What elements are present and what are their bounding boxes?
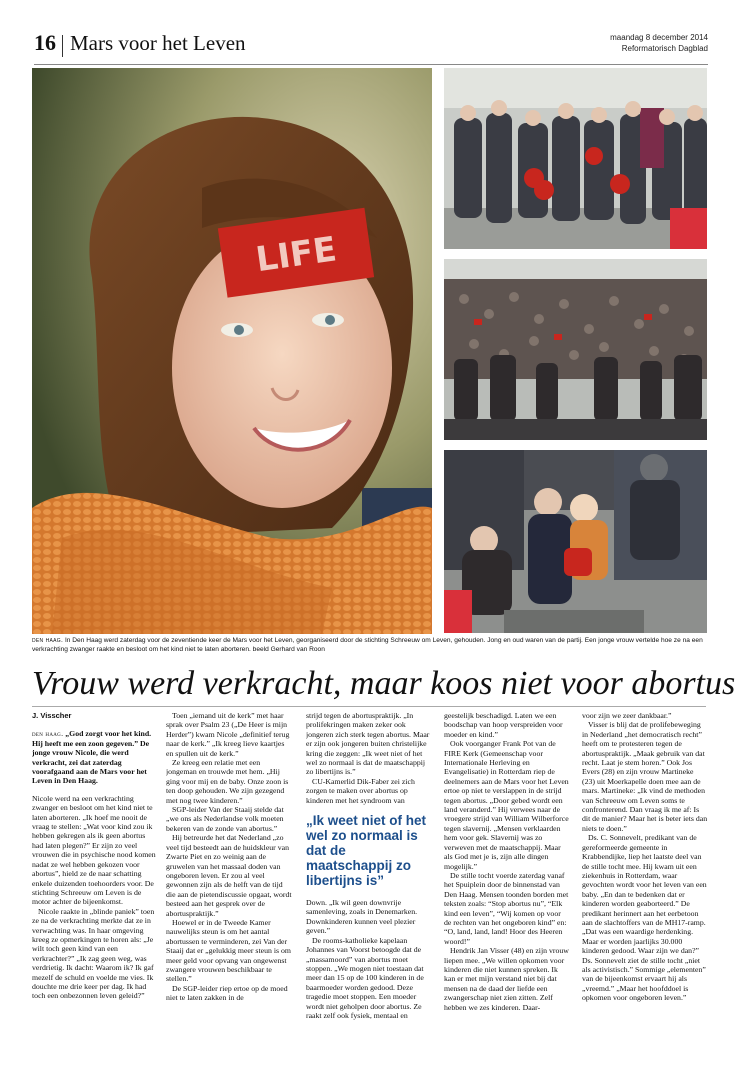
paragraph: Ze kreeg een relatie met een jongeman en trouwde met hem. „Hij ging voor mij en de baby. Onze zoon is ten doop gehouden. We zijn gezegend met nog twee kinderen.” — [166, 758, 289, 805]
caption-location: den haag. — [32, 637, 64, 644]
paragraph: Hij betreurde het dat Nederland „zo veel tijd besteedt aan de huidskleur van Zwarte Piet en zo weinig aan de gruwelen van het massaal doden van ongeboren leven. Er zou al veel gewonnen zijn als de helft van de tijd die aan de pietendiscussie opgaat, wordt besteed aan het gesprek over de abortuspraktijk.” — [166, 833, 292, 918]
article-column-5 — [582, 711, 708, 1061]
paragraph: Visser is blij dat de prolifebeweging in Nederland „het democratisch recht” heeft om te protesteren tegen de abortuspraktijk. „Maak gebruik van dat recht. Laat je stem horen.” Ook Jos Evers (28) en zijn vrouw Martineke (23) uit Moerkapelle doen mee aan de mars. Martineke: „Ik vind de methoden van Schreeuw om Leven soms te confronterend. Dan vraag ik me af: Is dit de manier? Maar het is beter iets dan niets te doen.” — [582, 720, 708, 833]
issue-date: maandag 8 december 2014 — [610, 33, 708, 42]
paragraph: Ook voorganger Frank Pot van de FIRE Kerk (Gemeenschap voor Internationale Herleving en Evangelisatie) in Rotterdam riep de deelnemers aan de Mars voor het Leven ertoe op niet te verslappen in de strijd tegen abortus. „Door gebed wordt een land veranderd.” Hij verwees naar de vroegere strijd van William Wilberforce tegen slavernij. „Mensen verklaarden hem voor gek. Slavernij was zo verweven met de maatschappij. Maar als God met je is, zijn alle dingen mogelijk.” — [444, 739, 569, 871]
rally-crowd-photo — [444, 259, 707, 440]
newspaper-name: Reformatorisch Dagblad — [621, 44, 708, 53]
main-photo — [32, 68, 432, 634]
photo-caption — [32, 636, 706, 654]
paragraph: Ds. C. Sonnevelt, predikant van de gereformeerde gemeente in Krabbendijke, liep het laatste deel van de stille tocht mee. Hij kwam uit een ziekenhuis in Rotterdam, waar gevochten wordt voor het leven van een baby. „En dan te bedenken dat er kinderen worden geaborteerd.” De predikant herinnert aan het eerbetoon aan de slachtoffers van de MH17-ramp. „Dat was een waardige herdenking. Maar er worden jaarlijks 30.000 kinderen gedood. Waar zijn we dan?” Ds. Sonnevelt ziet de stille tocht „niet als activistisch.” Sommige „elementen” van de bijeenkomst ervaart hij als „vreemd.” „Maar het hoofddoel is opkomen voor ongeboren leven.” — [582, 833, 707, 1003]
paragraph: De SGP-leider riep ertoe op de moed niet te laten zakken in de — [166, 983, 288, 1003]
page-header — [34, 30, 708, 65]
intro-text: „God zorgt voor het kind. Hij heeft me een zoon gegeven.” De jonge vrouw Nicole, die werd verkracht, zei dat zaterdag voorafgaand aan de Mars voor het Leven in Den Haag. — [32, 729, 152, 786]
pull-quote: „Ik weet niet of het wel zo normaal is dat de maatschappij zo libertijns is” — [306, 813, 427, 889]
article-column-1 — [32, 711, 156, 1061]
header-divider — [62, 35, 63, 57]
article-headline: Vrouw werd verkracht, maar koos niet voor abortus — [32, 665, 736, 702]
paragraph: Down. „Ik wil geen downvrije samenleving, zoals in Denemarken. Downkinderen kunnen veel plezier geven.” — [306, 898, 418, 936]
page-number: 16 — [34, 30, 56, 55]
paragraph: Hendrik Jan Visser (48) en zijn vrouw liepen mee. „We willen opkomen voor kinderen die niet kunnen spreken. Ik kan er met mijn verstand niet bij dat mensen na de daad der liefde een zwangerschap niet zien zitten. Zelf hebben we zes kinderen. Daar- — [444, 946, 569, 1012]
paragraph: geestelijk beschadigd. Laten we een boodschap van hoop verspreiden voor moeder en kind.” — [444, 711, 563, 739]
article-column-4 — [444, 711, 570, 1061]
paragraph: voor zijn we zeer dankbaar.” — [582, 711, 672, 720]
article-column-2 — [166, 711, 292, 1061]
paragraph: Hoewel er in de Tweede Kamer nauwelijks steun is om het aantal abortussen te verminderen, zei Van der Staaij dat er „gelukkig meer steun is om meer geld voor opvang van ongewenst zwangere vrouwen beschikbaar te stellen.” — [166, 917, 291, 984]
photo-credit: beeld Gerhard van Roon — [252, 646, 325, 653]
paragraph: Nicole werd na een verkrachting zwanger en besloot om het kind niet te laten aborteren. „Ik hoef me nooit de vraag te stellen: „Wat voor kind zou ik hebben gekregen als ik geen abortus had laten plegen?” Er zijn zo veel vrouwen die in psychische nood komen nadat ze wel hebben gekozen voor abortus”, hield ze de naar schatting enkele duizenden toehoorders voor. De stichting Schreeuw om Leven is de motor achter de bijeenkomst. — [32, 793, 156, 907]
article-column-3 — [306, 711, 432, 1061]
caption-text: In Den Haag werd zaterdag voor de zeventiende keer de Mars voor het Leven, georganiseerd door de stichting Schreeuw om Leven, gehouden. Jong en oud waren van de partij. Een jonge vrouw vertelde hoe ze na een verkrachting zwanger raakte en besloot om het kind niet te laten aborteren. — [32, 637, 703, 653]
intro-location: den haag. — [32, 729, 64, 739]
paragraph: strijd tegen de abortuspraktijk. „In prolifekringen maken zeker ook jongeren zich sterk tegen abortus. Maar er zijn ook jongeren buiten christelijke kring die zeggen: „Ik weet niet of het wel zo normaal is dat de maatschappij zo libertijns is.” — [306, 711, 430, 777]
paragraph: De stille tocht voerde zaterdag vanaf het Spuiplein door de binnenstad van Den Haag. Mensen toonden borden met teksten zoals: “Stop abortus nu”, “Elk kind een leven”, “Wij komen op voor de rechten van het ongeboren kind” en: “O, land, land, land! Hoor des Heeren woord!” — [444, 870, 569, 946]
header-dateline — [610, 32, 708, 54]
byline: J. Visscher — [32, 711, 72, 720]
headline-rule — [32, 706, 706, 707]
paragraph: CU-Kamerlid Dik-Faber zei zich zorgen te maken over abortus op kinderen met het syndroom van — [306, 776, 415, 805]
paragraph: Nicole raakte in „blinde paniek” toen ze na de verkrachting merkte dat ze in verwachting was. In haar omgeving kreeg ze opmerkingen te horen als: „Je wilt toch geen kind van een verkrachter?” „Ik zag geen weg, was verdrietig. Ik dacht: Waarom ik? Ik gaf mezelf de schuld en voelde me vies. Ik douchte me drie keer per dag. Ik had toch een onbezonnen leven geleid?” — [32, 906, 155, 1001]
crowd-signs-photo — [444, 68, 707, 249]
article-intro — [32, 729, 156, 785]
sticker-text: LIFE — [253, 229, 340, 281]
children-photo — [444, 450, 707, 633]
paragraph: Toen „iemand uit de kerk” met haar sprak over Psalm 23 („De Heer is mijn Herder”) kwam Nicole „definitief terug naar de kerk.” „Ik kreeg lieve kaartjes en spullen uit de kerk.” — [166, 711, 290, 758]
paragraph: De rooms-katholieke kapelaan Johannes van Voorst betoogde dat de „massamoord” van abortus moet stoppen. „We mogen niet toestaan dat meer dan 15 op de 100 kinderen in de baarmoeder worden gedood. Deze tragedie moet stoppen. Een moeder wordt niet geholpen door abortus. Ze raakt zelf ook fysiek, mentaal en — [306, 935, 424, 1020]
paragraph: SGP-leider Van der Staaij stelde dat „we ons als Nederlandse volk moeten bekeren van de zonde van abortus.” — [166, 805, 284, 833]
section-title: Mars voor het Leven — [70, 31, 246, 55]
